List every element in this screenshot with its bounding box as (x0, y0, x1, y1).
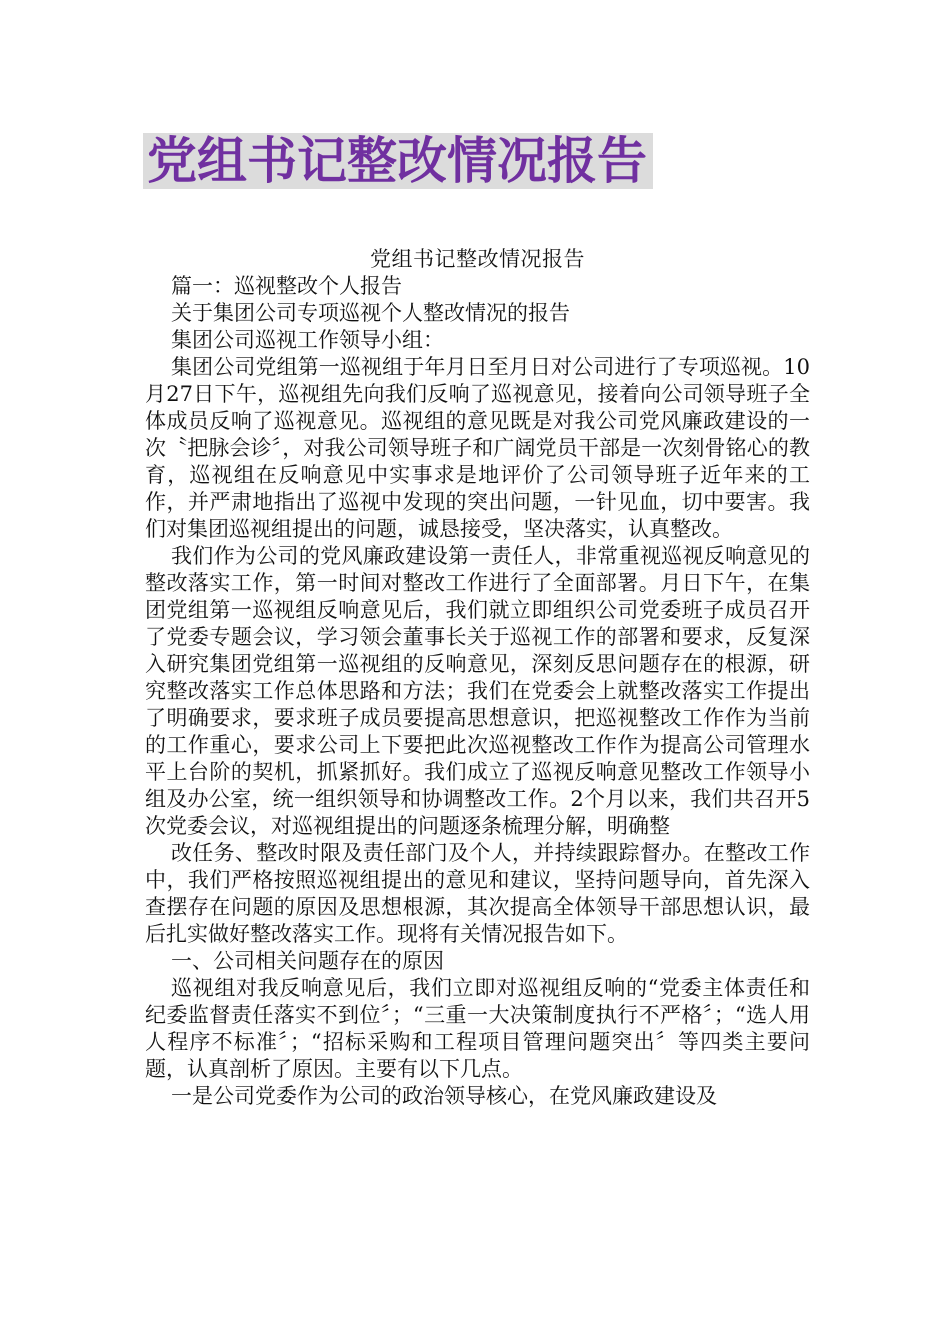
paragraph-5: 我们作为公司的党风廉政建设第一责任人，非常重视巡视反响意见的整改落实工作，第一时间对整改工作进行了全面部署。月日下午，在集团党组第一巡视组反响意见后，我们就立即组织公司党委班子成员召开了党委专题会议，学习领会董事长关于巡视工作的部署和要求，反复深入研究集团党组第一巡视组的反响意见，深刻反思问题存在的根源，研究整改落实工作总体思路和方法；我们在党委会上就整改落实工作提出了明确要求，要求班子成员要提高思想意识，把巡视整改工作作为当前的工作重心，要求公司上下要把此次巡视整改工作作为提高公司管理水平上台阶的契机，抓紧抓好。我们成立了巡视反响意见整改工作领导小组及办公室，统一组织领导和协调整改工作。2个月以来，我们共召开5次党委会议，对巡视组提出的问题逐条梳理分解，明确整 (145, 544, 810, 838)
paragraph-3: 集团公司巡视工作领导小组： (171, 328, 444, 352)
paragraph-1: 篇一：巡视整改个人报告 (171, 274, 402, 298)
paragraph-8: 巡视组对我反响意见后，我们立即对巡视组反响的“党委主体责任和纪委监督责任落实不到位〞；“三重一大决策制度执行不严格〞；“选人用人程序不标准〞；“招标采购和工程项目管理问题突出〞等四类主要问题，认真剖析了原因。主要有以下几点。 (145, 976, 810, 1081)
document-heading: 党组书记整改情况报告 (370, 247, 585, 271)
document-banner-title: 党组书记整改情况报告 (143, 133, 653, 189)
paragraph-7: 一、公司相关问题存在的原因 (171, 949, 444, 973)
paragraph-9: 一是公司党委作为公司的政治领导核心，在党风廉政建设及 (171, 1084, 717, 1108)
paragraph-4: 集团公司党组第一巡视组于年月日至月日对公司进行了专项巡视。10月27日下午，巡视组先向我们反响了巡视意见，接着向公司领导班子全体成员反响了巡视意见。巡视组的意见既是对我公司党风廉政建设的一次〝把脉会诊〞，对我公司领导班子和广阔党员干部是一次刻骨铭心的教育，巡视组在反响意见中实事求是地评价了公司领导班子近年来的工作，并严肃地指出了巡视中发现的突出问题，一针见血，切中要害。我们对集团巡视组提出的问题，诚恳接受，坚决落实，认真整改。 (145, 355, 810, 541)
paragraph-2: 关于集团公司专项巡视个人整改情况的报告 (171, 301, 570, 325)
paragraph-6: 改任务、整改时限及责任部门及个人，并持续跟踪督办。在整改工作中，我们严格按照巡视组提出的意见和建议，坚持问题导向，首先深入查摆存在问题的原因及思想根源，其次提高全体领导干部思想认识，最后扎实做好整改落实工作。现将有关情况报告如下。 (145, 841, 810, 946)
document-body (145, 246, 810, 1110)
